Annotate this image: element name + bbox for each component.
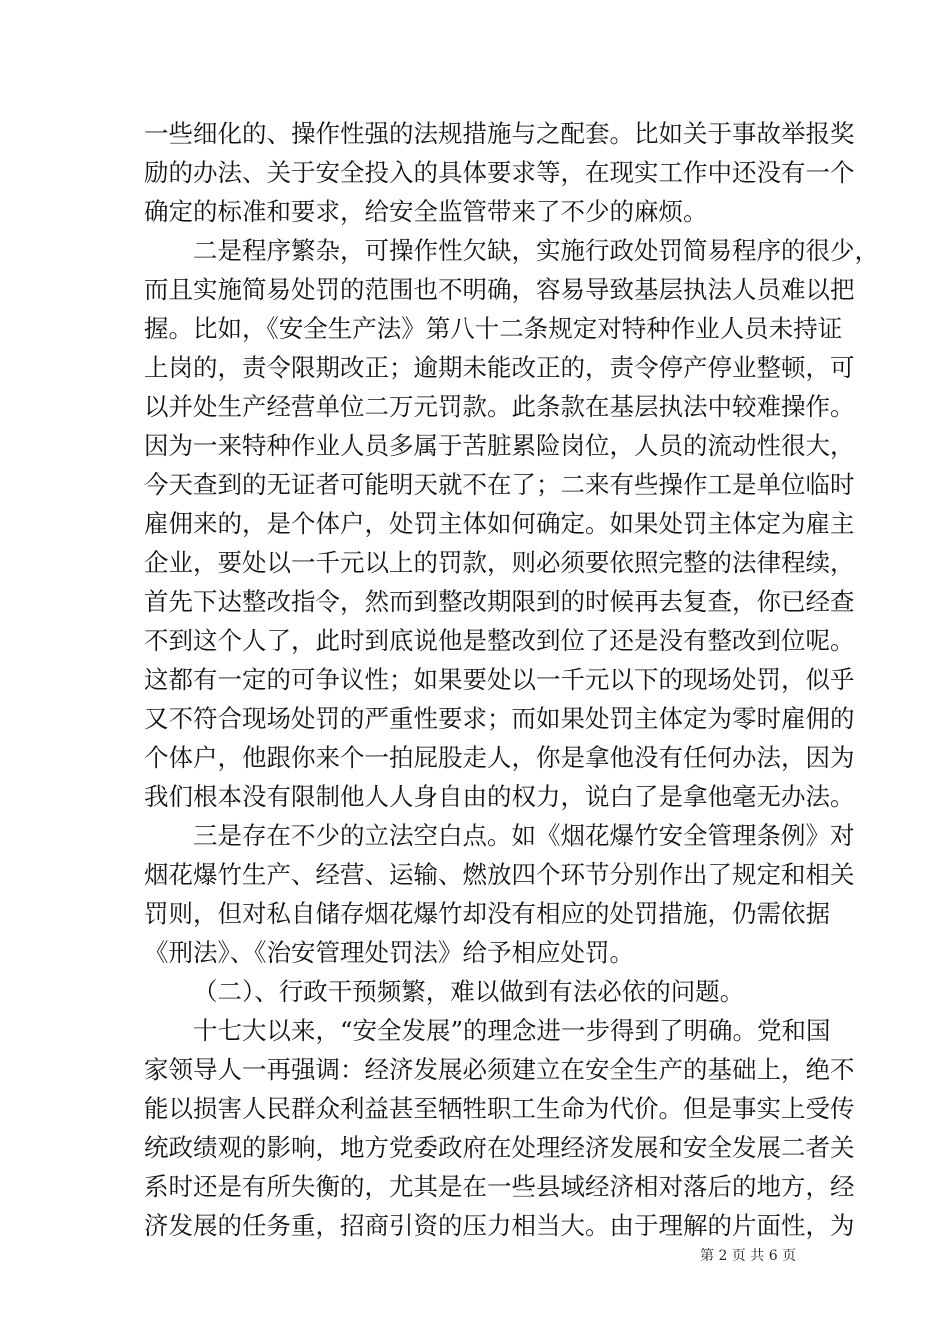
text-line: 一些细化的、操作性强的法规措施与之配套。比如关于事故举报奖 — [144, 119, 855, 148]
text-line: 能以损害人民群众利益甚至牺牲职工生命为代价。但是事实上受传 — [144, 1094, 855, 1123]
text-line: 个体户，他跟你来个一拍屁股走人，你是拿他没有任何办法，因为 — [144, 743, 855, 772]
text-line: 励的办法、关于安全投入的具体要求等，在现实工作中还没有一个 — [144, 158, 855, 187]
text-line: 而且实施简易处罚的范围也不明确，容易导致基层执法人员难以把 — [144, 275, 855, 304]
text-line: 不到这个人了，此时到底说他是整改到位了还是没有整改到位呢。 — [144, 626, 855, 655]
paragraph-first-line: 二是程序繁杂，可操作性欠缺，实施行政处罚简易程序的很少， — [193, 236, 879, 265]
text-line: 《刑法》、《治安管理处罚法》给予相应处罚。 — [144, 938, 634, 967]
text-line: 因为一来特种作业人员多属于苦脏累险岗位，人员的流动性很大， — [144, 431, 855, 460]
text-line: 企业，要处以一千元以上的罚款，则必须要依照完整的法律程续， — [144, 548, 855, 577]
text-line: 烟花爆竹生产、经营、运输、燃放四个环节分别作出了规定和相关 — [144, 860, 855, 889]
text-line: 济发展的任务重，招商引资的压力相当大。由于理解的片面性，为 — [144, 1211, 855, 1240]
text-line: 上岗的，责令限期改正；逾期未能改正的，责令停产停业整顿，可 — [144, 353, 855, 382]
text-line: 以并处生产经营单位二万元罚款。此条款在基层执法中较难操作。 — [144, 392, 855, 421]
text-line: 系时还是有所失衡的，尤其是在一些县域经济相对落后的地方，经 — [144, 1172, 855, 1201]
text-line: 罚则，但对私自储存烟花爆竹却没有相应的处罚措施，仍需依据 — [144, 899, 830, 928]
text-line: 这都有一定的可争议性；如果要处以一千元以下的现场处罚，似乎 — [144, 665, 855, 694]
text-line: 首先下达整改指令，然而到整改期限到的时候再去复查，你已经查 — [144, 587, 855, 616]
section-heading: （二）、行政干预频繁，难以做到有法必依的问题。 — [193, 977, 745, 1006]
text-line: 我们根本没有限制他人人身自由的权力，说白了是拿他毫无办法。 — [144, 782, 855, 811]
paragraph-first-line: 三是存在不少的立法空白点。如《烟花爆竹安全管理条例》对 — [193, 821, 855, 850]
text-line: 确定的标准和要求，给安全监管带来了不少的麻烦。 — [144, 197, 708, 226]
text-line: 家领导人一再强调：经济发展必须建立在安全生产的基础上，绝不 — [144, 1055, 855, 1084]
page-number: 第 2 页 共 6 页 — [700, 1248, 797, 1264]
text-line: 统政绩观的影响，地方党委政府在处理经济发展和安全发展二者关 — [144, 1133, 855, 1162]
text-line: 又不符合现场处罚的严重性要求；而如果处罚主体定为零时雇佣的 — [144, 704, 855, 733]
paragraph-first-line: 十七大以来，“安全发展”的理念进一步得到了明确。党和国 — [193, 1016, 831, 1045]
text-line: 今天查到的无证者可能明天就不在了；二来有些操作工是单位临时 — [144, 470, 855, 499]
text-line: 雇佣来的，是个体户，处罚主体如何确定。如果处罚主体定为雇主 — [144, 509, 855, 538]
text-line: 握。比如，《安全生产法》第八十二条规定对特种作业人员未持证 — [144, 314, 843, 343]
